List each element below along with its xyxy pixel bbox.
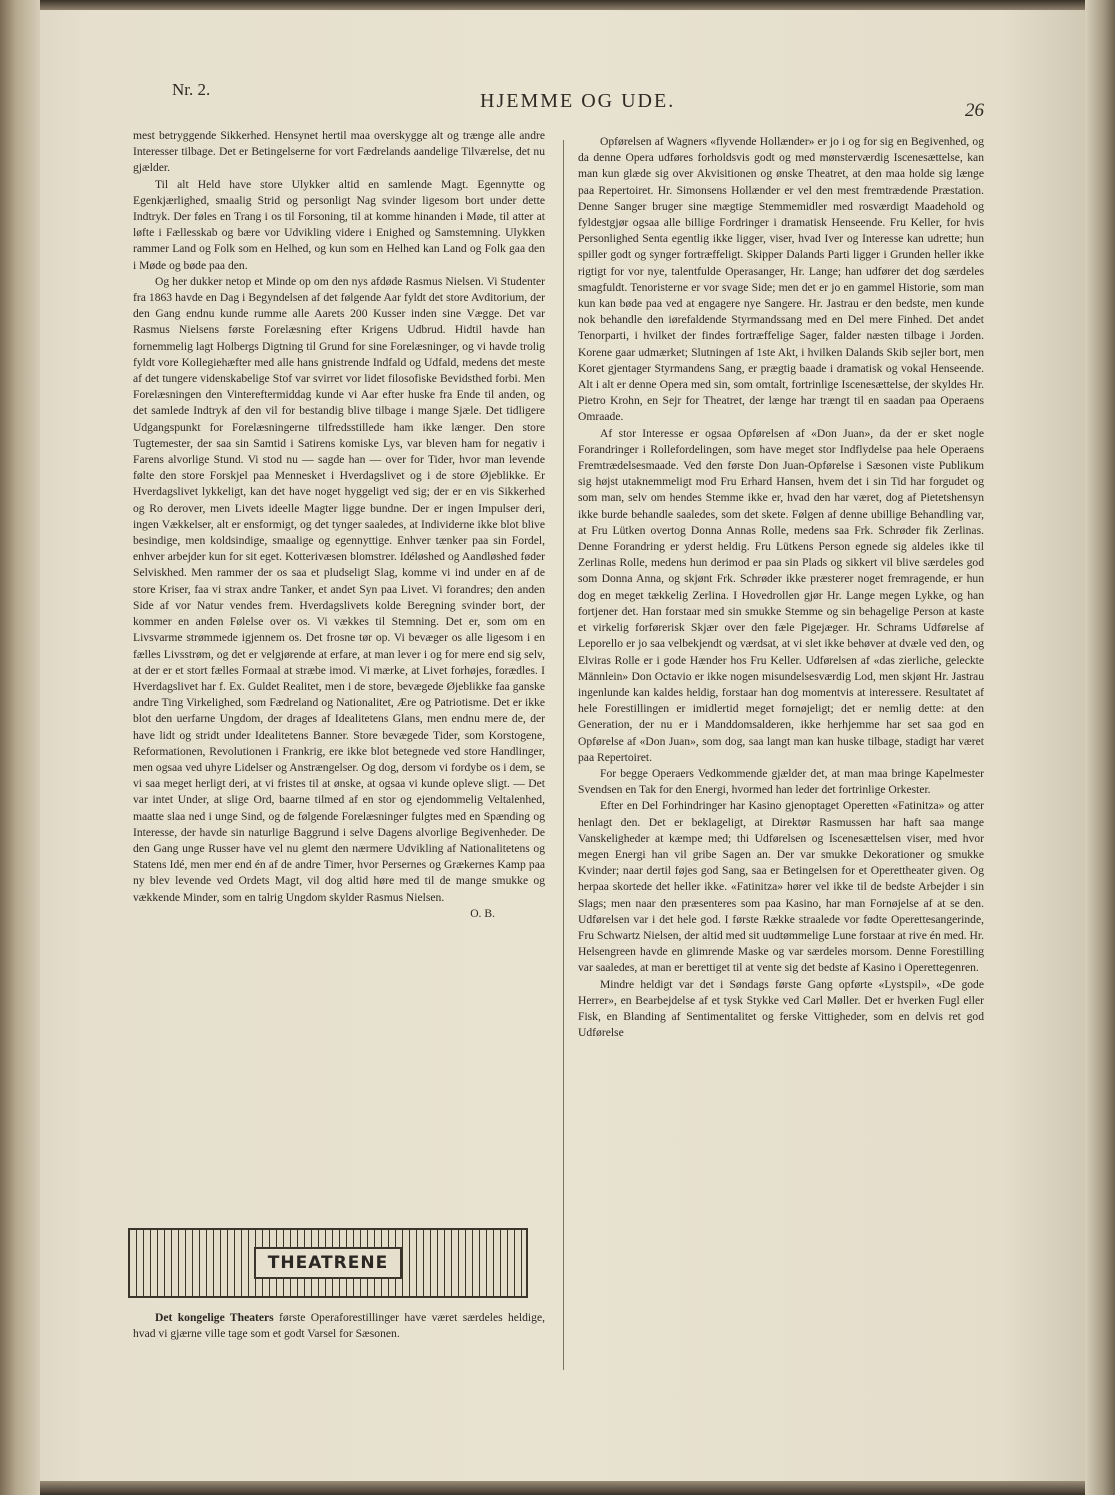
right-paragraph-1: Opførelsen af Wagners «flyvende Hollænder» er jo i og for sig en Begivenhed, og da denne Opera udføres forholdsvis godt og med mønsterværdig Iscenesættelse, kan man kun glæde sig over Akvisitionen og ønske Theatret, at den maa holde sig længe paa Repertoiret. Hr. Simonsens Hollænder er vel den mest fremtrædende Præstation. Denne Sanger bruger sine mægtige Stemmemidler med rosværdigt Maadehold og fyldestgjør ogsaa alle billige Fordringer i dramatisk Henseende. Fru Keller, for hvis Personlighed Senta egentlig ikke ligger, viser, hvad Iver og Interesse kan udrette; hun spiller godt og synger fortræffeligt. Skipper Dalands Parti ligger i Grunden heller ikke rigtigt for vor nye, talentfulde Operasanger, Hr. Lange; han udfører det dog særdeles smagfuldt. Tenoristerne er vor svage Side; men det er jo en gammel Historie, som man kun kan bøde paa ved at engagere nye Sangere. Hr. Jastrau er den bedste, men kunde nok behandle den iørefaldende Styrmandssang med en Del mere Finhed. Det andet Tenorparti, i hvilket der findes fortræffelige Sager, falder næsten tilbage i Jorden. Korene gaar udmærket; Slutningen af 1ste Akt, i hvilken Dalands Skib sejler bort, men Koret gjentager Styrmandens Sang, er prægtig baade i dramatisk og vokal Henseende. Alt i alt er denne Opera med sin, som omtalt, fortrinlige Iscenesættelse, der skyldes Hr. Pietro Krohn, en Sejr for Theatret, der længe har trængt til en saadan paa Operaens Omraade. <box>578 135 984 424</box>
theatre-intro-text: første Operaforestillinger have været særdeles heldige, hvad vi gjærne ville tage som et godt Varsel for Sæsonen. <box>133 1311 545 1341</box>
right-paragraph-4: Efter en Del Forhindringer har Kasino gjenoptaget Operetten «Fatinitza» og atter henlagt den. Det er beklageligt, at Direktør Rasmussen har haft saa mange Vanskeligheder at kæmpe med; thi Udførelsen og Iscenesættelsen viser, med hvor megen Energi han vil gribe Sagen an. Der var smukke Dekorationer og smukke Kvinder; naar dertil føjes god Sang, saa er Betingelsen for et Operettheater given. Og herpaa skortede det heller ikke. «Fatinitza» hører vel ikke til de bedste Arbejder i sin Slags; men naar den præsenteres som paa Kasino, har man Fornøjelse af at se den. Udførelsen var i det hele god. I første Række straalede vor fødte Operettesangerinde, Fru Schwartz Nielsen, der altid med sit uudtømmelige Lune forstaar at rive én med. Hr. Helsengreen havde en glimrende Maske og var særdeles morsom. Denne Forestilling var saaledes, at man er berettiget til at vente sig det bedste af Kasino i Operettegenren. <box>578 799 984 975</box>
page-number: 26 <box>965 100 984 121</box>
book-binding <box>0 0 40 1495</box>
banner-plate <box>254 1247 402 1279</box>
theatre-intro <box>133 1310 545 1342</box>
column-divider <box>563 140 564 1370</box>
issue-number: Nr. 2. <box>172 80 211 99</box>
article-signature: O. B. <box>470 906 495 920</box>
left-column <box>133 128 545 922</box>
left-paragraph-3: Og her dukker netop et Minde op om den nys afdøde Rasmus Nielsen. Vi Studenter fra 1863 havde en Dag i Begyndelsen af det følgende Aar fyldt det store Avditorium, der den Gang endnu kunde rumme alle Aarets 200 Kusser inden sine Vægge. Det var Rasmus Nielsens første Forelæsning efter Krigens Udbrud. Hidtil havde han fornemmelig lagt Holbergs Digtning til Grund for sine Forelæsninger, og vi havde trolig fyldt vore Kollegiehæfter med alle hans gnistrende Indfald og Udfald, medens det meste af det tungere videnskabelige Stof var svirret vor lidet filosofiske Bevidsthed forbi. Men Forelæsningen den Vintereftermiddag kunde vi Aar efter huske fra Ende til anden, og det samlede Indtryk af den vil for bestandig blive tilbage i mange Sjæle. Det tidligere Udgangspunkt for Forelæsningerne tilfredsstillede ham ikke længer. Den store Tugtemester, der saa sin Samtid i Satirens komiske Lys, var bleven ham for negativ i Farens alvorlige Stund. Vi stod nu — sagde han — over for Tider, hvor man levende følte den store Forskjel paa Mennesket i Hverdagslivet og i de store Øjeblikke. Er Hverdagslivet lykkeligt, kan det have noget hyggeligt ved sig; der er en vis Sikkerhed og Ro derover, men Livets ideelle Magter ligge bundne. Der er ingen Impulser deri, ingen Vækkelser, alt er ensformigt, og det tynger saaledes, at Individerne ikke blot blive besindige, men koldsindige, smaalige og egennyttige. Enhver tænker paa sin Fordel, enhver arbejder kun for sit eget. Kotterivæsen blomstrer. Idéløshed og Aandløshed føder Selviskhed. Men rammer der os saa et pludseligt Slag, komme vi ind under en af de store Kriser, faa vi strax andre Tanker, et andet Syn paa Livet. Vi forandres; den anden Side af vor Natur vendes frem. Hverdagslivets kolde Beregning svinder bort, der kommer en anden Følelse over os. Vi vækkes til Stemning. Det er, som om en Livsvarme strømmede igjennem os. Det frosne tør op. Vi bevæger os alle ligesom i en fælles Livsstrøm, og det er velgjørende at erfare, at man lever i og for mere end sig selv, at der er et stort fælles Formaal at stræbe imod. Vi mærke, at Livet forhøjes, forædles. I Hverdagslivet har f. Ex. Guldet Realitet, men i de store, bevægede Øjeblikke faa ganske andre Ting Virkelighed, som Fædreland og Nationalitet, Ære og Patriotisme. Det er ikke blot den uerfarne Ungdom, der drages af Idealitetens Glans, men endnu mere de, der have lidt og stridt under Idealitetens Banner. Store bevægede Tider, som Korstogene, Reformationen, Revolutionen i Frankrig, ere ikke blot betegnede ved store Handlinger, men ogsaa ved uhyre Lidelser og Anstrængelser. Og dog, dersom vi fordybe os i dem, se vi saa meget herligt deri, at vi fristes til at ønske, at ogsaa vi kunde opleve sligt. — Det var intet Under, at slige Ord, baarne tilmed af en stor og ejendommelig Veltalenhed, maatte slaa ned i unge Sind, og de følgende Forelæsninger fulgtes med en Spænding og Interesse, der havde sin naturlige Baggrund i selve Dagens alvorlige Begivenheder. De den Gang unge Russer have vel nu glemt den nærmere Udvikling af Nationalitetens og Statens Idé, men mer end én af de andre Timer, hvor Persernes og Grækernes Kamp paa ny blev levende ved Ordets Magt, vil dog altid høre med til de mange smukke og vækkende Minder, som en talrig Ungdom skylder Rasmus Nielsen. <box>133 274 545 904</box>
right-paragraph-2: Af stor Interesse er ogsaa Opførelsen af «Don Juan», da der er sket nogle Forandringer i Rollefordelingen, som have meget stor Indflydelse paa hele Operaens Fremtrædelsesmaade. Ved den første Don Juan-Opførelse i Sæsonen viste Publikum sig højst utaknemmeligt mod Fru Erhard Hansen, hvem det i sin Tid har forgudet og som man, selv om hendes Stemme ikke er, hvad den har været, dog af Pietetshensyn ikke burde behandle saaledes, som det skete. Følgen af denne ubillige Behandling var, at Fru Lütken overtog Donna Annas Rolle, medens saa Frk. Schrøder fik Zerlinas. Denne Forandring er yderst heldig. Fru Lütkens Person egnede sig aldeles ikke til Zerlinas Rolle, medens hun derimod er paa sin Plads og sikkert vil blive særdeles god som Donna Anna, og skjønt Frk. Schrøder ikke præsterer noget fremragende, er hun dog en meget tækkelig Zerlina. I Hovedrollen gjør Hr. Lange megen Lykke, og han fortjener det. Han forstaar med sin smukke Stemme og sin behagelige Person at kaste et virkelig forførerisk Skjær over den fæle Pigejæger. Hr. Schrams Udførelse af Leporello er jo saa velbekjendt og værdsat, at vi slet ikke behøver at dvæle ved den, og Elviras Rolle er i gode Hænder hos Fru Keller. Udførelsen af «das zierliche, geleckte Männlein» Don Octavio er ikke nogen misundelsesværdig Lod, men skjønt Hr. Jastrau ingenlunde kan kaldes heldig, forstaar han dog momentvis at interessere. Resultatet af hele Forestillingen er imidlertid meget fornøjeligt; det er nemlig dette: at den Generation, der nu er i Manddomsalderen, ikke herhjemme har set saa god en Opførelse af «Don Juan», som dog, saa langt man kan huske tilbage, stadigt har været paa Repertoiret. <box>578 426 984 764</box>
section-banner <box>128 1228 528 1298</box>
right-column <box>578 134 984 1041</box>
page-edge-right <box>1085 0 1115 1495</box>
top-edge <box>40 0 1085 10</box>
right-paragraph-5: Mindre heldigt var det i Søndags første Gang opførte «Lystspil», «De gode Herrer», en Bearbejdelse af et tysk Stykke ved Carl Møller. Det er hverken Fugl eller Fisk, en Blanding af Sentimentalitet og ferske Vittigheder, som en delvis ret god Udførelse <box>578 977 984 1040</box>
theatre-heading: Det kongelige Theaters <box>155 1311 274 1324</box>
left-paragraph-1: mest betryggende Sikkerhed. Hensynet hertil maa overskygge alt og trænge alle andre Interesser tilbage. Det er Betingelserne for vort Fædrelands aandelige Tilværelse, det nu gjælder. <box>133 129 545 175</box>
right-paragraph-3: For begge Operaers Vedkommende gjælder det, at man maa bringe Kapelmester Svendsen en Tak for den Energi, hvormed han leder det fortrinlige Orkester. <box>578 766 984 797</box>
bottom-edge <box>40 1481 1085 1495</box>
left-paragraph-2: Til alt Held have store Ulykker altid en samlende Magt. Egennytte og Egenkjærlighed, smaalig Strid og personligt Nag svinder ligesom bort under dette Indtryk. Der føles en Trang i os til Forsoning, til at komme hinanden i Møde, til atter at løfte i Fællesskab og bære vor Udvikling videre i Enighed og Samstemning. Ulykken rammer Land og Folk som en Helhed, og kun som en Helhed kan Land og Folk gaa den i Møde og bøde paa den. <box>133 177 545 272</box>
masthead-title: HJEMME OG UDE. <box>480 90 676 112</box>
section-title: THEATRENE <box>267 1253 389 1273</box>
